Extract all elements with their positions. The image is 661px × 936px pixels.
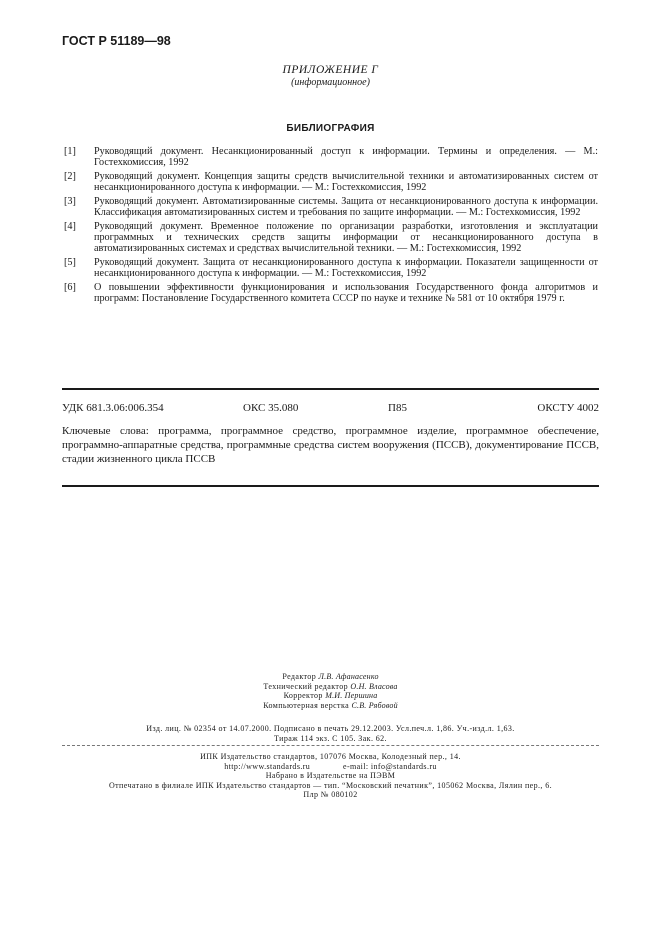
editor-role: Редактор [282,672,317,681]
corrector-line [0,691,661,701]
bibliography-item-text: Руководящий документ. Автоматизированные системы. Защита от несанкционированного доступа к информации. Классификация автоматизированных систем и требования по защите информации. — М.: Гостехкомиссия, 1992 [94,196,598,218]
bibliography-item [62,282,598,304]
bibliography-item-number: [6] [64,282,76,293]
website: http://www.standards.ru [224,761,311,771]
appendix-heading [0,64,661,88]
email: e-mail: info@standards.ru [343,761,437,771]
plr-number: Плр № 080102 [303,790,358,800]
tech-editor-role: Технический редактор [263,681,348,691]
appendix-title: ПРИЛОЖЕНИЕ Г [282,64,379,76]
bibliography-item-number: [2] [64,171,76,182]
corrector-name: М.И. Першина [325,691,378,701]
layout-name: С.В. Рябовой [351,700,398,710]
bibliography-item-text: О повышении эффективности функционирования и использования Государственного фонда алгоритмов и программ: Постановление Государственного комитета СССР по науке и технике № 581 от 10 октября 1979 г. [94,282,598,304]
editor-line [0,672,661,682]
top-divider [62,388,599,390]
bibliography-item-number: [4] [64,221,76,232]
classification-codes [62,402,599,416]
contacts [0,762,661,772]
bibliography-item-number: [5] [64,257,76,268]
bibliography-item-text: Руководящий документ. Временное положение по организации разработки, изготовления и эксплуатации программных и технических средств защиты информации от несанкционированного доступа в автоматизированных системах и средствах вычислительной техники. — М.: Гостехкомиссия, 1992 [94,221,598,254]
bibliography-item-number: [3] [64,196,76,207]
editorial-credits [0,672,661,710]
bibliography-item [62,257,598,279]
imprint-divider [62,745,599,746]
layout-role: Компьютерная верстка [263,700,350,710]
publisher-info [0,752,661,800]
tech-editor-name: О.Н. Власова [350,681,398,691]
bottom-divider [62,485,599,487]
publication-info [0,724,661,743]
bibliography-item-text: Руководящий документ. Несанкционированный доступ к информации. Термины и определения. — М.: Гостехкомиссия, 1992 [94,146,598,168]
bibliography-item-number: [1] [64,146,76,157]
tech-editor-line [0,682,661,692]
udk-code: УДК 681.3.06:006.354 [62,402,164,414]
printed-note: Отпечатано в филиале ИПК Издательство стандартов — тип. “Московский печатник”, 105062 Москва, Лялин пер., 6. [108,780,553,790]
okstu-code: ОКСТУ 4002 [537,402,599,414]
print-run: Тираж 114 экз. С 105. Зак. 62. [274,733,387,743]
layout-line [0,701,661,711]
bibliography-item-text: Руководящий документ. Защита от несанкционированного доступа к информации. Показатели защищенности от несанкционированного доступа к информации. — М.: Гостехкомиссия, 1992 [94,257,598,279]
p-code: П85 [388,402,407,414]
appendix-subtitle: (информационное) [291,77,370,88]
keywords: Ключевые слова: программа, программное средство, программное изделие, программное обеспечение, программно-аппаратные средства, программные средства систем вооружения (ПССВ), документирование ПССВ, стадии жизненного цикла ПССВ [62,425,599,465]
bibliography-item [62,196,598,218]
bibliography-title: БИБЛИОГРАФИЯ [286,123,375,134]
bibliography-list [62,146,598,307]
editor-name: Л.В. Афанасенко [318,672,379,681]
bibliography-item [62,146,598,168]
oks-code: ОКС 35.080 [243,402,299,414]
bibliography-item-text: Руководящий документ. Концепция защиты средств вычислительной техники и автоматизированных систем от несанкционированного доступа к информации. — М.: Гостехкомиссия, 1992 [94,171,598,193]
bibliography-item [62,221,598,254]
corrector-role: Корректор [283,691,323,701]
bibliography-item [62,171,598,193]
publication-line: Изд. лиц. № 02354 от 14.07.2000. Подписано в печать 29.12.2003. Усл.печ.л. 1,86. Уч.-изд.л. 1,63. [146,724,515,733]
publisher-address: ИПК Издательство стандартов, 107076 Москва, Колодезный пер., 14. [200,752,461,761]
typeset-note: Набрано в Издательстве на ПЭВМ [265,771,396,781]
document-code: ГОСТ Р 51189—98 [62,34,171,48]
